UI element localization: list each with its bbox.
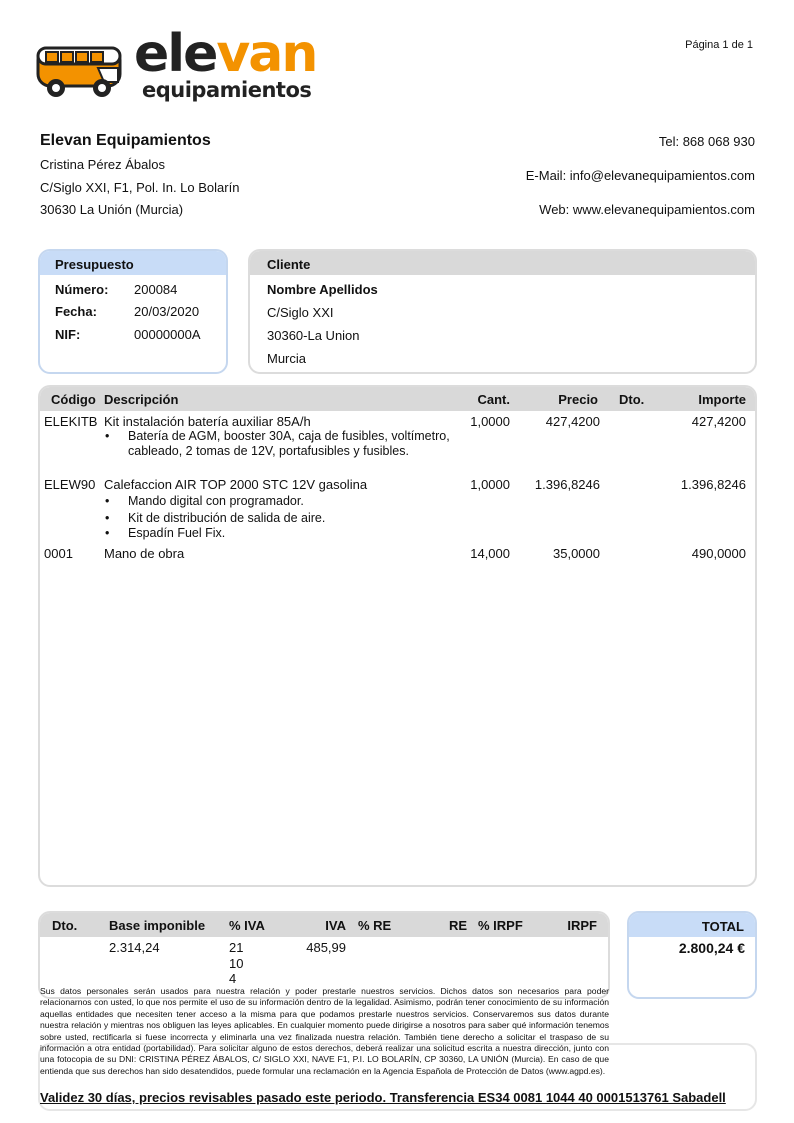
tax-header-iva: IVA [325, 918, 346, 933]
lines-table-header [40, 387, 755, 411]
tax-header-irpf-pct: % IRPF [478, 918, 523, 933]
quote-panel [38, 249, 228, 374]
privacy-notice: Sus datos personales serán usados para nuestra relación y poder prestarle nuestros servicios. Dichos datos son necesarios para poder relacionarnos con usted, lo que nos permite el uso de su información dentro de la legalidad. Asimismo, podrán tener conocimiento de su información aquellas entidades que necesiten tener acceso a la misma para que podamos prestarle nuestros servicios. Conservaremos sus datos durante nuestra relación y mientras nos obliguen las leyes aplicables. En cualquier momento puede dirigirse a nosotros para saber qué información tenemos sobre usted, rectificarla si fuese incorrecta y eliminarla una vez finalizada nuestra relación. También tiene derecho a solicitar el traspaso de su información a otra entidad (portabilidad). Para solicitar alguno de estos derechos, deberá realizar una solicitud escrita a nuestra dirección, junto con una fotocopia de su DNI: CRISTINA PÉREZ ÁBALOS, C/ SIGLO XXI, NAVE F1, P.I. LO BOLARÍN, CP 30360, LA UNIÓN (Murcia). En caso de que entienda que sus derechos han sido desatendidos, puede formular una reclamación en la Agencia Española de Protección de Datos (www.agpd.es). [40, 986, 609, 1076]
header-discount: Dto. [619, 392, 645, 407]
company-email: E-Mail: info@elevanequipamientos.com [525, 168, 755, 183]
company-address: C/Siglo XXI, F1, Pol. In. Lo Bolarín [40, 180, 240, 195]
tax-header-iva-pct: % IVA [229, 918, 265, 933]
tax-iva-value: 485,99 [306, 940, 346, 955]
logo-subtitle: equipamientos [142, 78, 312, 102]
lines-table [38, 385, 757, 887]
header-code: Código [51, 392, 96, 407]
tax-header-discount: Dto. [52, 918, 78, 933]
client-panel [248, 249, 757, 374]
row-quantity: 1,0000 [470, 414, 510, 429]
tax-base-value: 2.314,24 [109, 940, 160, 955]
client-city: 30360-La Union [267, 328, 360, 343]
client-name: Nombre Apellidos [267, 282, 378, 297]
van-icon [34, 38, 126, 100]
tax-header-base: Base imponible [109, 918, 206, 933]
row-amount: 427,4200 [691, 414, 746, 429]
row-detail-bullet: • Batería de AGM, booster 30A, caja de fusibles, voltímetro, cableado, 2 tomas de 12V, portafusibles y fusibles. [128, 429, 458, 458]
total-panel [627, 911, 757, 999]
quote-date-label: Fecha: [55, 304, 97, 319]
row-description: Kit instalación batería auxiliar 85A/h [104, 414, 311, 429]
page-number: Página 1 de 1 [685, 39, 753, 51]
company-web: Web: www.elevanequipamientos.com [539, 202, 755, 217]
row-price: 35,0000 [553, 546, 600, 561]
tax-header-re-pct: % RE [358, 918, 392, 933]
tax-header-re: RE [448, 918, 467, 933]
total-label: TOTAL [629, 913, 755, 937]
row-detail-bullet: • Espadín Fuel Fix. [128, 526, 225, 540]
tax-iva-pct-value: 21 [229, 940, 244, 955]
row-price: 1.396,8246 [534, 477, 600, 492]
company-city: 30630 La Unión (Murcia) [40, 202, 184, 217]
row-quantity: 14,000 [470, 546, 510, 561]
quote-number: 200084 [134, 282, 178, 297]
client-panel-title: Cliente [250, 251, 755, 275]
header-price: Precio [558, 392, 598, 407]
row-detail-bullet: • Mando digital con programador. [128, 494, 304, 508]
row-code: ELEW90 [44, 477, 96, 492]
row-amount: 1.396,8246 [680, 477, 746, 492]
validity-notice: Validez 30 días, precios revisables pasado este periodo. Transferencia ES34 0081 1044 40 0001513761 Sabadell [40, 1090, 726, 1105]
tax-iva-pct-value: 4 [229, 971, 237, 986]
tax-header-irpf: IRPF [567, 918, 597, 933]
row-quantity: 1,0000 [470, 477, 510, 492]
row-price: 427,4200 [545, 414, 600, 429]
row-detail-bullet: • Kit de distribución de salida de aire. [128, 511, 325, 525]
client-region: Murcia [267, 351, 307, 366]
logo-wordmark: elevan [134, 24, 317, 84]
row-description: Calefaccion AIR TOP 2000 STC 12V gasolina [104, 477, 368, 492]
company-name: Elevan Equipamientos [40, 132, 211, 149]
client-address: C/Siglo XXI [267, 305, 334, 320]
row-code: ELEKITB [44, 414, 98, 429]
row-description: Mano de obra [104, 546, 185, 561]
header-description: Descripción [104, 392, 179, 407]
tax-iva-pct-value: 10 [229, 956, 244, 971]
row-code: 0001 [44, 546, 73, 561]
quote-nif-label: NIF: [55, 327, 81, 342]
row-amount: 490,0000 [691, 546, 746, 561]
quote-panel-title: Presupuesto [40, 251, 226, 275]
quote-date: 20/03/2020 [134, 304, 200, 319]
company-phone: Tel: 868 068 930 [658, 134, 755, 149]
header-amount: Importe [698, 392, 746, 407]
company-logo [34, 24, 379, 106]
quote-number-label: Número: [55, 282, 109, 297]
header-quantity: Cant. [477, 392, 510, 407]
company-contact-person: Cristina Pérez Ábalos [40, 157, 165, 172]
total-value: 2.800,24 € [678, 940, 745, 956]
quote-nif: 00000000A [134, 327, 201, 342]
tax-summary-header [40, 913, 608, 937]
